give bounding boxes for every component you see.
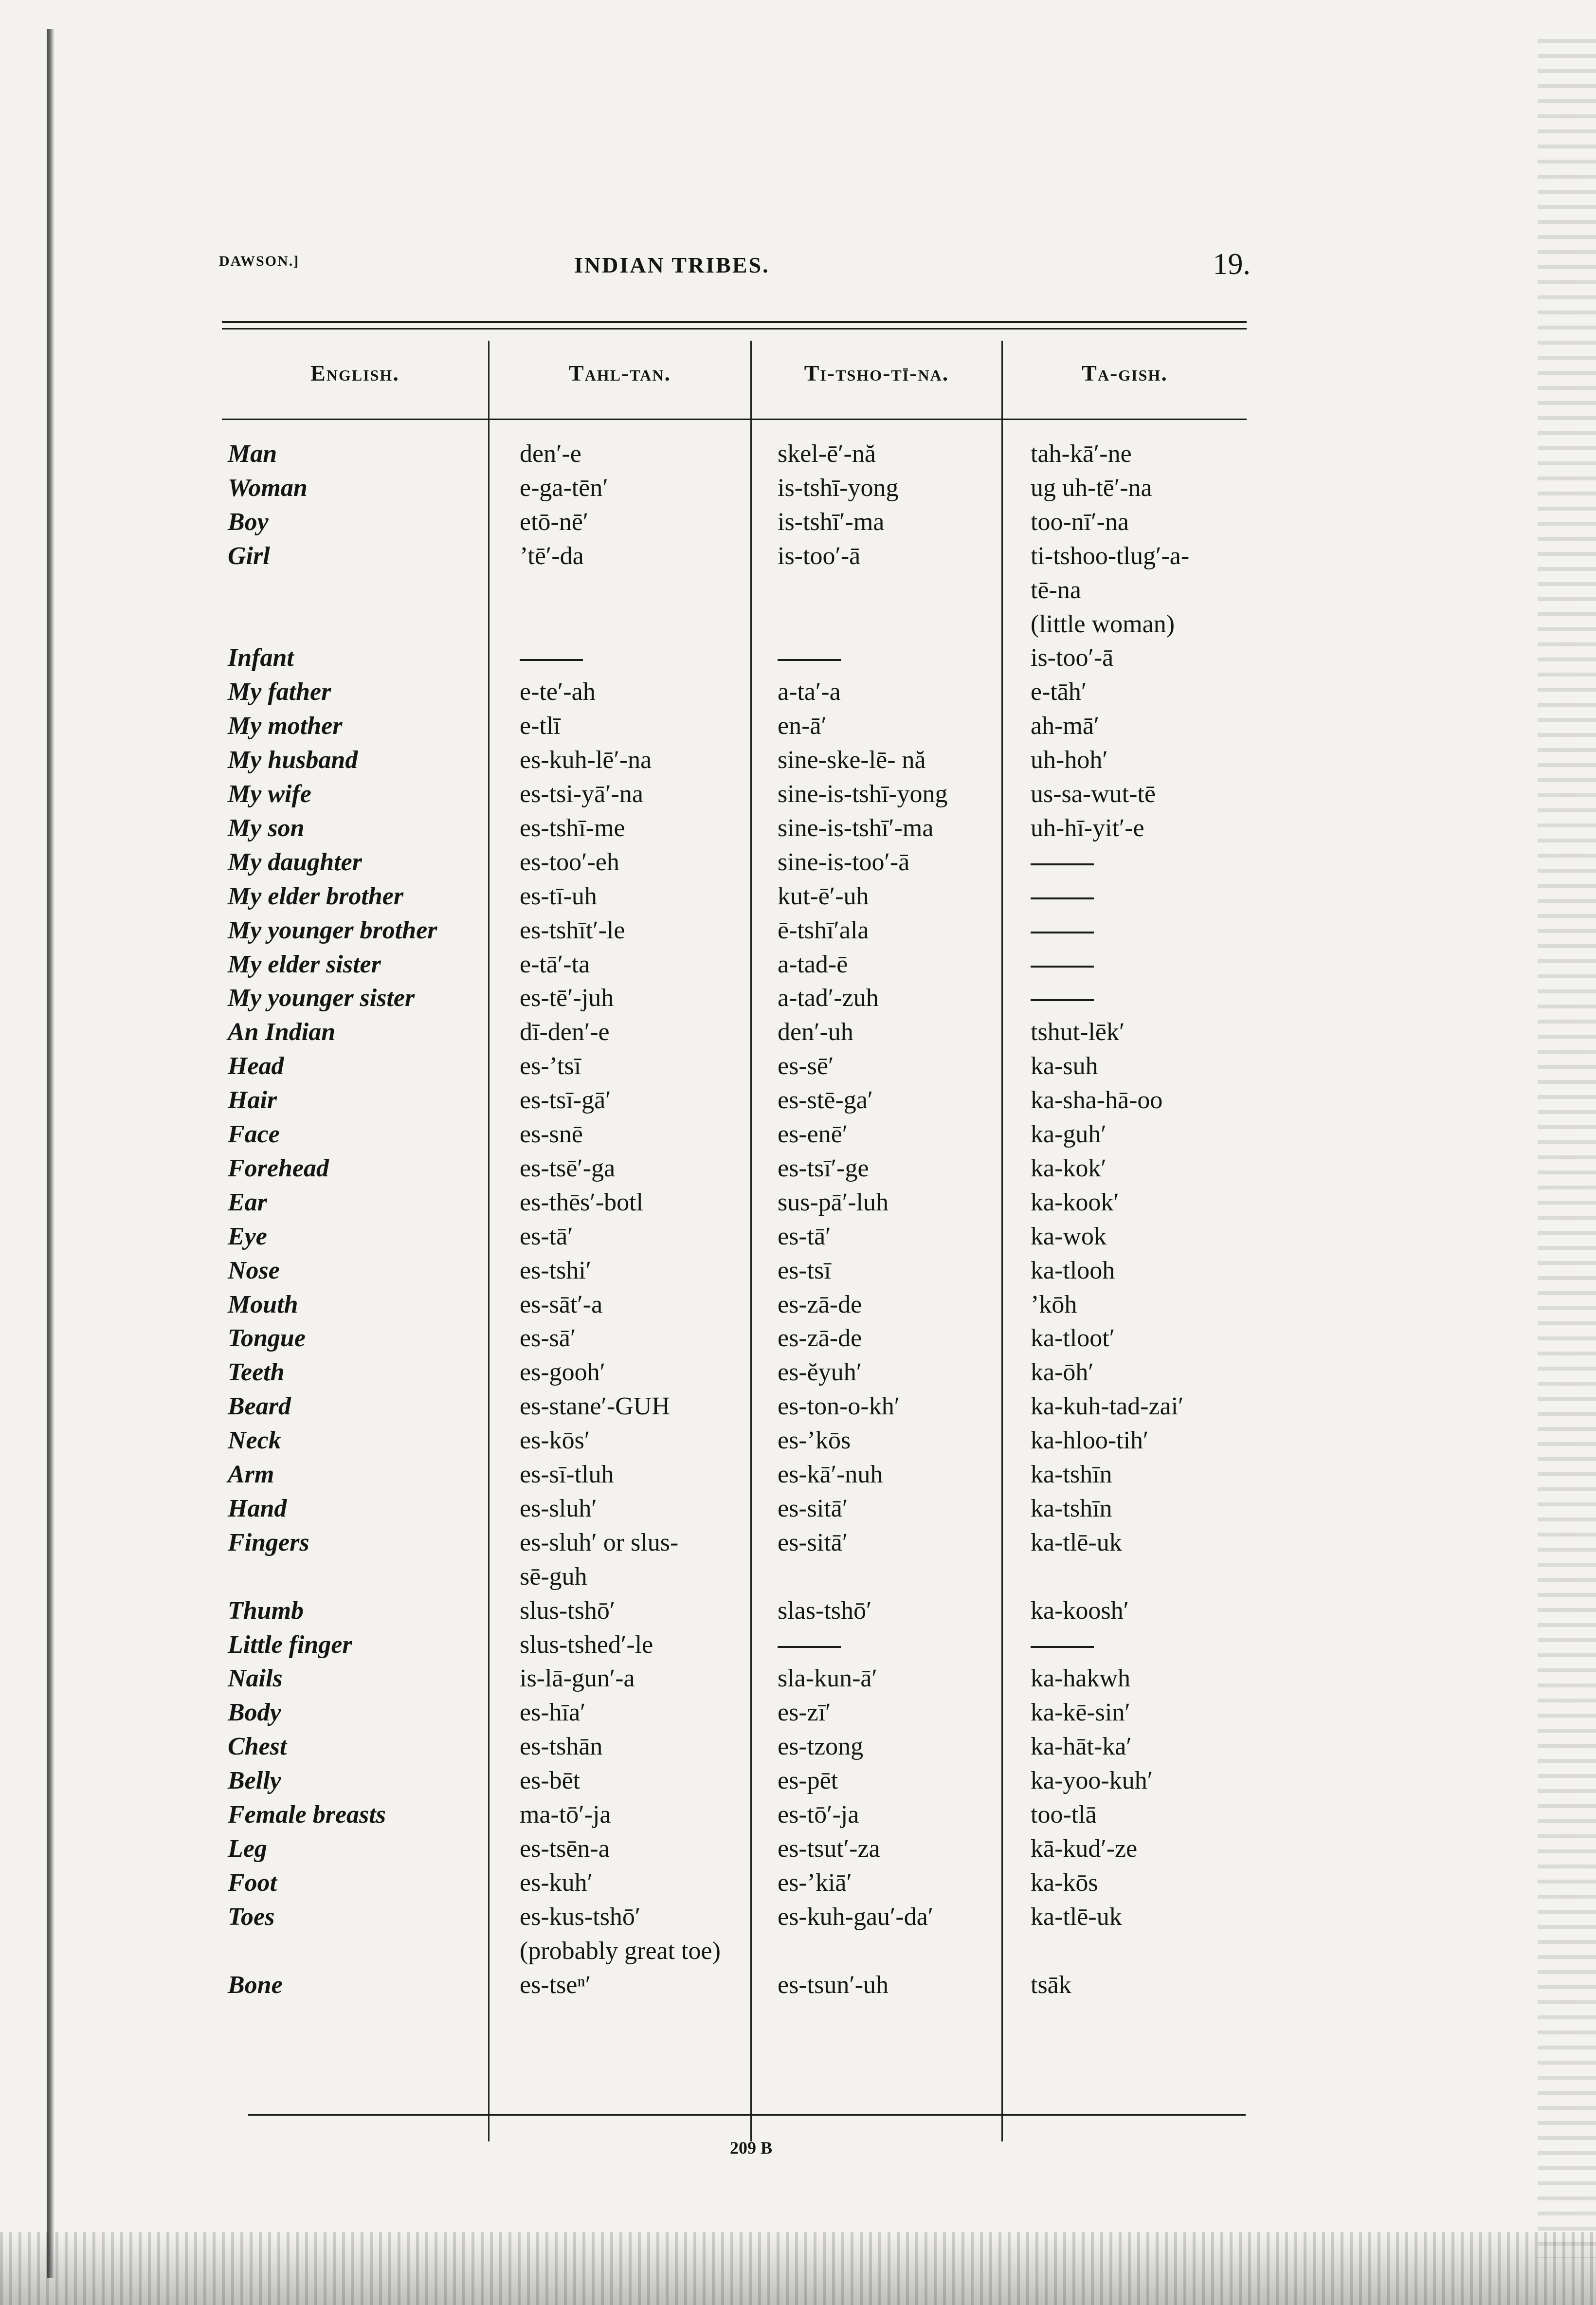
english-word: My wife — [228, 780, 311, 808]
vocabulary-row — [0, 539, 1596, 573]
titshotina-word: es-zā-de — [778, 1324, 862, 1352]
tahltan-word: e-tā′-ta — [520, 951, 590, 978]
tahltan-word: es-tā′ — [520, 1223, 573, 1250]
titshotina-word: es-sē′ — [778, 1052, 834, 1080]
tahltan-word: e-tlī — [520, 712, 561, 740]
tahltan-word: es-bēt — [520, 1767, 580, 1794]
blank-entry-dash — [1031, 897, 1094, 899]
english-word: Boy — [228, 508, 269, 536]
vocabulary-row — [0, 845, 1596, 879]
blank-entry-dash — [1031, 932, 1094, 933]
titshotina-word: is-tshī-yong — [778, 474, 899, 502]
titshotina-word: ē-tshī′ala — [778, 916, 869, 944]
tagish-word: too-tlā — [1031, 1801, 1097, 1829]
tahltan-word: dī-den′-e — [520, 1018, 610, 1046]
titshotina-word: den′-uh — [778, 1018, 853, 1046]
running-head — [219, 247, 1251, 286]
english-word: Arm — [228, 1461, 274, 1488]
english-word: My younger brother — [228, 916, 437, 944]
titshotina-word: es-tsun′-uh — [778, 1971, 889, 1999]
titshotina-word — [778, 641, 841, 675]
tahltan-word: es-tsēn-a — [520, 1835, 610, 1863]
tagish-word: ka-suh — [1031, 1052, 1098, 1080]
tagish-word — [1031, 948, 1094, 982]
tahltan-word: es-tshīt′-le — [520, 916, 625, 944]
titshotina-word: es-enē′ — [778, 1120, 848, 1148]
tahltan-word: es-sāt′-a — [520, 1291, 603, 1318]
tahltan-word: sē-guh — [520, 1563, 587, 1591]
tahltan-word: es-sluh′ or slus- — [520, 1529, 679, 1556]
tahltan-word: es-tsī-gā′ — [520, 1086, 611, 1114]
tagish-word: is-too′-ā — [1031, 644, 1114, 672]
vocabulary-row — [0, 879, 1596, 914]
vocabulary-row — [0, 1355, 1596, 1390]
english-word: An Indian — [228, 1018, 336, 1046]
vocabulary-row — [0, 1832, 1596, 1866]
vocabulary-row — [0, 811, 1596, 845]
titshotina-word: es-sitā′ — [778, 1529, 848, 1556]
tagish-word: tē-na — [1031, 576, 1081, 604]
tagish-word: ka-kuh-tad-zai′ — [1031, 1392, 1184, 1420]
english-word: Neck — [228, 1427, 281, 1454]
tagish-word: uh-hoh′ — [1031, 746, 1108, 774]
vocabulary-row — [0, 675, 1596, 709]
author-running-head: DAWSON.] — [219, 253, 300, 269]
tagish-word: e-tāh′ — [1031, 678, 1087, 706]
tagish-word: ka-sha-hā-oo — [1031, 1086, 1163, 1114]
titshotina-word: sine-is-too′-ā — [778, 848, 910, 876]
vocabulary-row — [0, 1424, 1596, 1458]
vocabulary-row — [0, 1934, 1596, 1968]
english-word: My father — [228, 678, 331, 706]
vocabulary-row — [0, 777, 1596, 811]
english-word: My younger sister — [228, 984, 415, 1012]
titshotina-word: sine-is-tshī-yong — [778, 780, 948, 808]
english-word: Forehead — [228, 1154, 329, 1182]
page-title: INDIAN TRIBES. — [574, 253, 770, 277]
titshotina-word: es-tā′ — [778, 1223, 831, 1250]
tahltan-word: es-sā′ — [520, 1324, 576, 1352]
english-word: Leg — [228, 1835, 267, 1863]
vocabulary-row — [0, 437, 1596, 471]
tahltan-word: ma-tō′-ja — [520, 1801, 611, 1829]
english-word: Teeth — [228, 1358, 285, 1386]
titshotina-word: es-’kiā′ — [778, 1869, 852, 1897]
titshotina-word: sine-ske-lē- nă — [778, 746, 926, 774]
tahltan-word: es-hīa′ — [520, 1699, 586, 1726]
english-word: My elder sister — [228, 951, 381, 978]
tahltan-word: es-kuh-lē′-na — [520, 746, 652, 774]
tagish-word — [1031, 981, 1094, 1015]
titshotina-word: es-’kōs — [778, 1427, 851, 1454]
tagish-word: ka-tlooh — [1031, 1257, 1115, 1284]
tagish-word: ka-hāt-ka′ — [1031, 1733, 1132, 1760]
vocabulary-row — [0, 709, 1596, 743]
tahltan-word: e-te′-ah — [520, 678, 596, 706]
tagish-word: ka-kook′ — [1031, 1189, 1119, 1216]
tahltan-word: es-tshān — [520, 1733, 603, 1760]
tagish-word: tshut-lēk′ — [1031, 1018, 1125, 1046]
titshotina-word: es-kā′-nuh — [778, 1461, 883, 1488]
tahltan-word: es-tsē′-ga — [520, 1154, 616, 1182]
tagish-word: ka-hakwh — [1031, 1665, 1131, 1692]
tahltan-word: ’tē′-da — [520, 542, 584, 570]
vocabulary-row — [0, 1968, 1596, 2002]
tagish-word: ka-ōh′ — [1031, 1358, 1094, 1386]
english-word: Female breasts — [228, 1801, 386, 1829]
titshotina-word: es-tō′-ja — [778, 1801, 859, 1829]
column-header-titshotina: Ti-tsho-tī-na. — [804, 361, 949, 385]
header-rule — [222, 321, 1247, 323]
vocabulary-row — [0, 1798, 1596, 1832]
english-word: Woman — [228, 474, 308, 502]
titshotina-word: a-ta′-a — [778, 678, 841, 706]
tagish-word — [1031, 1628, 1094, 1662]
tahltan-word: es-tseⁿ′ — [520, 1971, 591, 1999]
tahltan-word: es-sī-tluh — [520, 1461, 614, 1488]
titshotina-word: es-tsī′-ge — [778, 1154, 869, 1182]
vocabulary-row — [0, 1220, 1596, 1254]
english-word: Little finger — [228, 1631, 352, 1659]
english-word: My son — [228, 814, 305, 842]
tagish-word: ka-koosh′ — [1031, 1597, 1129, 1625]
titshotina-word: es-stē-ga′ — [778, 1086, 873, 1114]
tagish-word: ka-kē-sin′ — [1031, 1699, 1130, 1726]
tagish-word: ka-yoo-kuh′ — [1031, 1767, 1153, 1794]
english-word: Mouth — [228, 1291, 298, 1318]
english-word: Fingers — [228, 1529, 309, 1556]
blank-entry-dash — [520, 659, 583, 661]
vocabulary-row — [0, 1696, 1596, 1730]
titshotina-word: es-tsut′-za — [778, 1835, 880, 1863]
english-word: My elder brother — [228, 882, 404, 910]
tahltan-word: etō-nē′ — [520, 508, 589, 536]
tagish-word: ti-tshoo-tlug′-a- — [1031, 542, 1190, 570]
tagish-word: ’kōh — [1031, 1291, 1077, 1318]
english-word: My mother — [228, 712, 343, 740]
tahltan-word: es-tī-uh — [520, 882, 597, 910]
vocabulary-row — [0, 607, 1596, 641]
vocabulary-row — [0, 1628, 1596, 1662]
column-header-rule — [222, 419, 1247, 420]
tahltan-word — [520, 641, 583, 675]
tahltan-word: es-tshī-me — [520, 814, 625, 842]
tagish-word: ug uh-tē′-na — [1031, 474, 1152, 502]
blank-entry-dash — [778, 1646, 841, 1648]
vocabulary-row — [0, 743, 1596, 777]
blank-entry-dash — [1031, 999, 1094, 1001]
column-header-english: English. — [310, 361, 399, 385]
tagish-word: ka-tlē-uk — [1031, 1529, 1122, 1556]
english-word: Hand — [228, 1495, 287, 1522]
tahltan-word: slus-tshō′ — [520, 1597, 616, 1625]
titshotina-word: es-tsī — [778, 1257, 831, 1284]
english-word: Thumb — [228, 1597, 304, 1625]
tahltan-word: es-’tsī — [520, 1052, 581, 1080]
vocabulary-row — [0, 471, 1596, 505]
vocabulary-row — [0, 573, 1596, 607]
titshotina-word: es-pēt — [778, 1767, 838, 1794]
english-word: Ear — [228, 1189, 267, 1216]
vocabulary-row — [0, 1458, 1596, 1492]
tahltan-word: es-snē — [520, 1120, 583, 1148]
vocabulary-row — [0, 948, 1596, 982]
tahltan-word: slus-tshed′-le — [520, 1631, 653, 1659]
titshotina-word: slas-tshō′ — [778, 1597, 872, 1625]
vocabulary-row — [0, 1117, 1596, 1152]
titshotina-word: es-tzong — [778, 1733, 864, 1760]
tahltan-word: den′-e — [520, 440, 581, 468]
vocabulary-row — [0, 1662, 1596, 1696]
tagish-word — [1031, 845, 1094, 879]
vocabulary-row — [0, 981, 1596, 1015]
tagish-word: (little woman) — [1031, 610, 1175, 638]
tahltan-word: e-ga-tēn′ — [520, 474, 608, 502]
tahltan-word: es-kōs′ — [520, 1427, 590, 1454]
header-rule — [222, 328, 1247, 329]
tagish-word: tah-kā′-ne — [1031, 440, 1132, 468]
titshotina-word: skel-ē′-nă — [778, 440, 876, 468]
vocabulary-row — [0, 1049, 1596, 1083]
tahltan-word: es-thēs′-botl — [520, 1189, 643, 1216]
english-word: My husband — [228, 746, 358, 774]
english-word: Chest — [228, 1733, 287, 1760]
vocabulary-row — [0, 641, 1596, 675]
vocabulary-row — [0, 1015, 1596, 1049]
titshotina-word: is-too′-ā — [778, 542, 861, 570]
tahltan-word: es-kuh′ — [520, 1869, 593, 1897]
titshotina-word: sus-pā′-luh — [778, 1189, 889, 1216]
vocabulary-row — [0, 1526, 1596, 1560]
tagish-word: us-sa-wut-tē — [1031, 780, 1156, 808]
english-word: Eye — [228, 1223, 267, 1250]
tahltan-word: es-tē′-juh — [520, 984, 614, 1012]
vocabulary-row — [0, 1900, 1596, 1934]
tagish-word: ka-wok — [1031, 1223, 1106, 1250]
titshotina-word — [778, 1628, 841, 1662]
tagish-word: kā-kud′-ze — [1031, 1835, 1138, 1863]
english-word: Nails — [228, 1665, 283, 1692]
vocabulary-row — [0, 1764, 1596, 1798]
blank-entry-dash — [1031, 863, 1094, 865]
english-word: Belly — [228, 1767, 281, 1794]
titshotina-word: es-kuh-gau′-da′ — [778, 1903, 934, 1931]
tagish-word: ka-tlē-uk — [1031, 1903, 1122, 1931]
tahltan-word: es-too′-eh — [520, 848, 619, 876]
table-bottom-rule — [248, 2114, 1246, 2116]
vocabulary-row — [0, 1730, 1596, 1764]
tahltan-word: es-gooh′ — [520, 1358, 606, 1386]
tahltan-word: es-sluh′ — [520, 1495, 597, 1522]
tagish-word: uh-hī-yit′-e — [1031, 814, 1144, 842]
english-word: Hair — [228, 1086, 277, 1114]
tagish-word: ka-guh′ — [1031, 1120, 1106, 1148]
titshotina-word: es-sitā′ — [778, 1495, 848, 1522]
tahltan-word: (probably great toe) — [520, 1937, 721, 1965]
tagish-word: ah-mā′ — [1031, 712, 1100, 740]
vocabulary-row — [0, 1866, 1596, 1900]
english-word: Face — [228, 1120, 280, 1148]
vocabulary-row — [0, 1560, 1596, 1594]
tagish-word: ka-tloot′ — [1031, 1324, 1115, 1352]
tahltan-word: es-stane′-GUH — [520, 1392, 670, 1420]
tagish-word: ka-kōs — [1031, 1869, 1098, 1897]
column-header-tagish: Ta-gish. — [1082, 361, 1168, 385]
english-word: Foot — [228, 1869, 277, 1897]
english-word: Body — [228, 1699, 281, 1726]
vocabulary-row — [0, 1288, 1596, 1322]
english-word: Toes — [228, 1903, 275, 1931]
tagish-word: ka-kok′ — [1031, 1154, 1106, 1182]
tahltan-word: is-lā-gun′-a — [520, 1665, 635, 1692]
vocabulary-row — [0, 1390, 1596, 1424]
tahltan-word: es-tshi′ — [520, 1257, 592, 1284]
column-header-tahltan: Tahl-tan. — [568, 361, 671, 385]
english-word: Head — [228, 1052, 284, 1080]
titshotina-word: es-ton-o-kh′ — [778, 1392, 900, 1420]
tagish-word: ka-tshīn — [1031, 1495, 1112, 1522]
english-word: Bone — [228, 1971, 283, 1999]
page-number: 19. — [1213, 248, 1251, 281]
english-word: Nose — [228, 1257, 280, 1284]
vocabulary-row — [0, 1594, 1596, 1628]
english-word: Man — [228, 440, 277, 468]
titshotina-word: sine-is-tshī′-ma — [778, 814, 934, 842]
vocabulary-row — [0, 1321, 1596, 1355]
blank-entry-dash — [1031, 1646, 1094, 1648]
english-word: Tongue — [228, 1324, 306, 1352]
titshotina-word: es-zā-de — [778, 1291, 862, 1318]
titshotina-word: sla-kun-ā′ — [778, 1665, 877, 1692]
vocabulary-row — [0, 1254, 1596, 1288]
tagish-word: ka-tshīn — [1031, 1461, 1112, 1488]
english-word: My daughter — [228, 848, 362, 876]
titshotina-word: a-tad′-zuh — [778, 984, 879, 1012]
blank-entry-dash — [778, 659, 841, 661]
english-word: Beard — [228, 1392, 291, 1420]
vocabulary-row — [0, 1186, 1596, 1220]
titshotina-word: es-ĕyuh′ — [778, 1358, 862, 1386]
vocabulary-row — [0, 1492, 1596, 1526]
titshotina-word: is-tshī′-ma — [778, 508, 885, 536]
titshotina-word: a-tad-ē — [778, 951, 848, 978]
tagish-word: too-nī′-na — [1031, 508, 1129, 536]
signature-mark: 209 B — [730, 2138, 773, 2158]
vocabulary-row — [0, 1152, 1596, 1186]
tagish-word — [1031, 879, 1094, 914]
vocabulary-row — [0, 914, 1596, 948]
vocabulary-row — [0, 505, 1596, 539]
tagish-word: ka-hloo-tih′ — [1031, 1427, 1149, 1454]
tagish-word — [1031, 914, 1094, 948]
titshotina-word: es-zī′ — [778, 1699, 831, 1726]
english-word: Infant — [228, 644, 294, 672]
tagish-word: tsāk — [1031, 1971, 1071, 1999]
scan-noise-bottom — [0, 2232, 1596, 2305]
blank-entry-dash — [1031, 966, 1094, 968]
titshotina-word: en-ā′ — [778, 712, 827, 740]
english-word: Girl — [228, 542, 270, 570]
vocabulary-row — [0, 1083, 1596, 1117]
tahltan-word: es-kus-tshō′ — [520, 1903, 641, 1931]
titshotina-word: kut-ē′-uh — [778, 882, 869, 910]
tahltan-word: es-tsi-yā′-na — [520, 780, 643, 808]
